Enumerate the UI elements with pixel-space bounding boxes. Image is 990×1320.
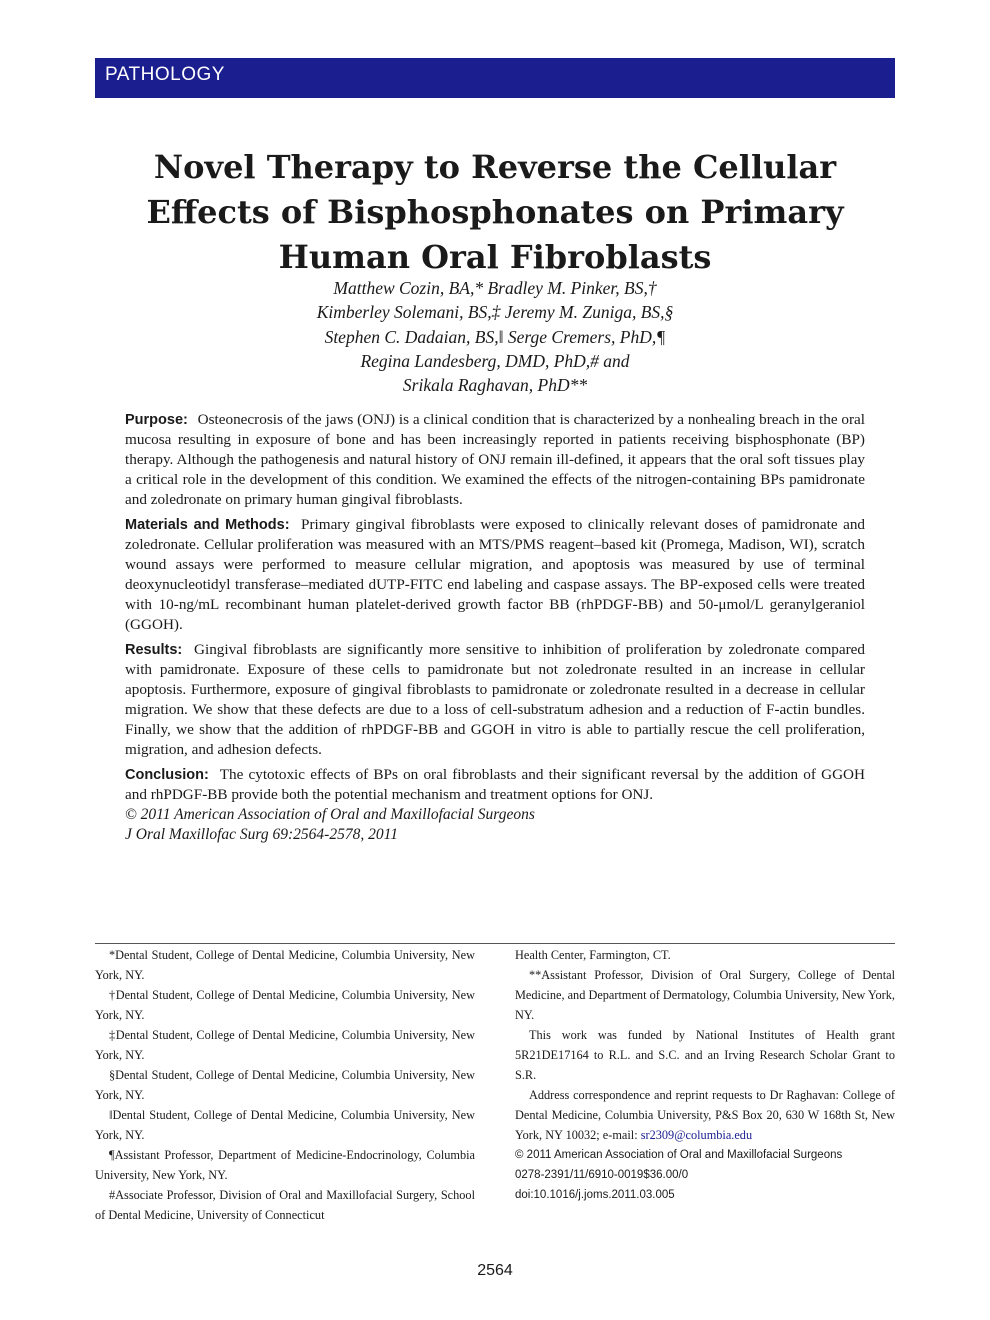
footnote: ¶Assistant Professor, Department of Medicine-Endocrinology, Columbia University, New York, NY. xyxy=(95,1148,475,1182)
footnote: §Dental Student, College of Dental Medicine, Columbia University, New York, NY. xyxy=(95,1068,475,1102)
footnote: ‡Dental Student, College of Dental Medicine, Columbia University, New York, NY. xyxy=(95,1028,475,1062)
abstract-results xyxy=(125,640,865,760)
correspondence-note xyxy=(515,1085,895,1145)
purpose-text: Osteonecrosis of the jaws (ONJ) is a clinical condition that is characterized by a nonhealing breach in the oral mucosa resulting in exposure of bone and has been increasingly reported in patients receiving bisphosphonate (BP) therapy. Although the pathogenesis and natural history of ONJ remain ill-defined, it appears that the oral soft tissues play a critical role in the development of this condition. We examined the effects of the nitrogen-containing BPs pamidronate and zoledronate on primary human gingival fibroblasts. xyxy=(125,411,865,508)
correspondence-address: Address correspondence and reprint requests to Dr Raghavan: College of Dental Medicine, Columbia University, P&S Box 20, 630 W 168th St, New York, NY 10032; e-mail: xyxy=(515,1088,895,1142)
footnote: #Associate Professor, Division of Oral and Maxillofacial Surgery, School of Dental Medicine, University of Connecticut xyxy=(95,1188,475,1222)
abstract-methods xyxy=(125,515,865,635)
conclusion-heading: Conclusion: xyxy=(125,767,209,783)
author-line: Matthew Cozin, BA,* Bradley M. Pinker, BS,† xyxy=(333,278,657,298)
author-line: Srikala Raghavan, PhD** xyxy=(402,375,588,396)
footnote-divider xyxy=(95,943,895,944)
section-label: PATHOLOGY xyxy=(105,64,225,85)
title-line: Novel Therapy to Reverse the Cellular xyxy=(153,148,837,186)
abstract-purpose xyxy=(125,410,865,510)
issn-code: 0278-2391/11/6910-0019$36.00/0 xyxy=(515,1169,689,1181)
footnote: *Dental Student, College of Dental Medicine, Columbia University, New York, NY. xyxy=(95,948,475,982)
abstract-conclusion xyxy=(125,765,865,805)
section-banner xyxy=(95,58,895,98)
doi[interactable]: doi:10.1016/j.joms.2011.03.005 xyxy=(515,1189,675,1201)
footnote-copyright: © 2011 American Association of Oral and Maxillofacial Surgeons xyxy=(515,1149,843,1161)
purpose-heading: Purpose: xyxy=(125,412,188,428)
footnotes-left xyxy=(95,945,475,1225)
footnote-continuation: Health Center, Farmington, CT. xyxy=(515,948,671,962)
results-text: Gingival fibroblasts are significantly more sensitive to inhibition of proliferation by zoledronate compared with pamidronate. Exposure of these cells to pamidronate but not zoledronate resulted in an increase in cellular apoptosis. Furthermore, exposure of gingival fibroblasts to pamidronate or zoledronate resulted in a decrease in cellular migration. We show that these defects are due to a loss of cell-substratum adhesion and a reduction of F-actin bundles. Finally, we show that the addition of rhPDGF-BB and GGOH in vitro is able to partially rescue the cell proliferation, migration, and adhesion defects. xyxy=(125,641,865,758)
footnote: †Dental Student, College of Dental Medicine, Columbia University, New York, NY. xyxy=(95,988,475,1022)
title-line: Human Oral Fibroblasts xyxy=(278,238,712,276)
methods-text: Primary gingival fibroblasts were exposed to clinically relevant doses of pamidronate and zoledronate. Cellular proliferation was measured with an MTS/PMS reagent–based kit (Promega, Madison, WI), scratch wound assays were performed to measure cellular migration, and apoptosis was measured by use of terminal deoxynucleotidyl transferase–mediated dUTP-FITC end labeling and caspase assays. The BP-exposed cells were treated with 10-ng/mL recombinant human platelet-derived growth factor BB (rhPDGF-BB) and 50-μmol/L geranylgeraniol (GGOH). xyxy=(125,516,866,633)
footnote: **Assistant Professor, Division of Oral Surgery, College of Dental Medicine, and Department of Dermatology, Columbia University, New York, NY. xyxy=(515,968,895,1022)
conclusion-text: The cytotoxic effects of BPs on oral fibroblasts and their significant reversal by the addition of GGOH and rhPDGF-BB provide both the potential mechanism and treatment options for ONJ. xyxy=(125,766,865,803)
title-line: Effects of Bisphosphonates on Primary xyxy=(146,193,844,231)
journal-citation: J Oral Maxillofac Surg 69:2564-2578, 2011 xyxy=(125,826,398,843)
email-link[interactable]: sr2309@columbia.edu xyxy=(640,1128,753,1142)
article-title xyxy=(95,145,895,280)
author-line: Kimberley Solemani, BS,‡ Jeremy M. Zuniga, BS,§ xyxy=(316,302,674,323)
author-line: Regina Landesberg, DMD, PhD,# and xyxy=(360,350,630,371)
footnote: ‖Dental Student, College of Dental Medicine, Columbia University, New York, NY. xyxy=(95,1108,475,1142)
abstract xyxy=(125,410,865,845)
funding-note: This work was funded by National Institutes of Health grant 5R21DE17164 to R.L. and S.C. and an Irving Research Scholar Grant to S.R. xyxy=(515,1028,895,1082)
results-heading: Results: xyxy=(125,642,183,658)
author-line: Stephen C. Dadaian, BS,‖ Serge Cremers, PhD,¶ xyxy=(324,326,666,347)
page-number: 2564 xyxy=(477,1262,513,1279)
footnotes-right xyxy=(515,945,895,1205)
author-list xyxy=(95,276,895,397)
abstract-copyright: © 2011 American Association of Oral and Maxillofacial Surgeons xyxy=(125,806,535,823)
methods-heading: Materials and Methods: xyxy=(125,517,290,533)
